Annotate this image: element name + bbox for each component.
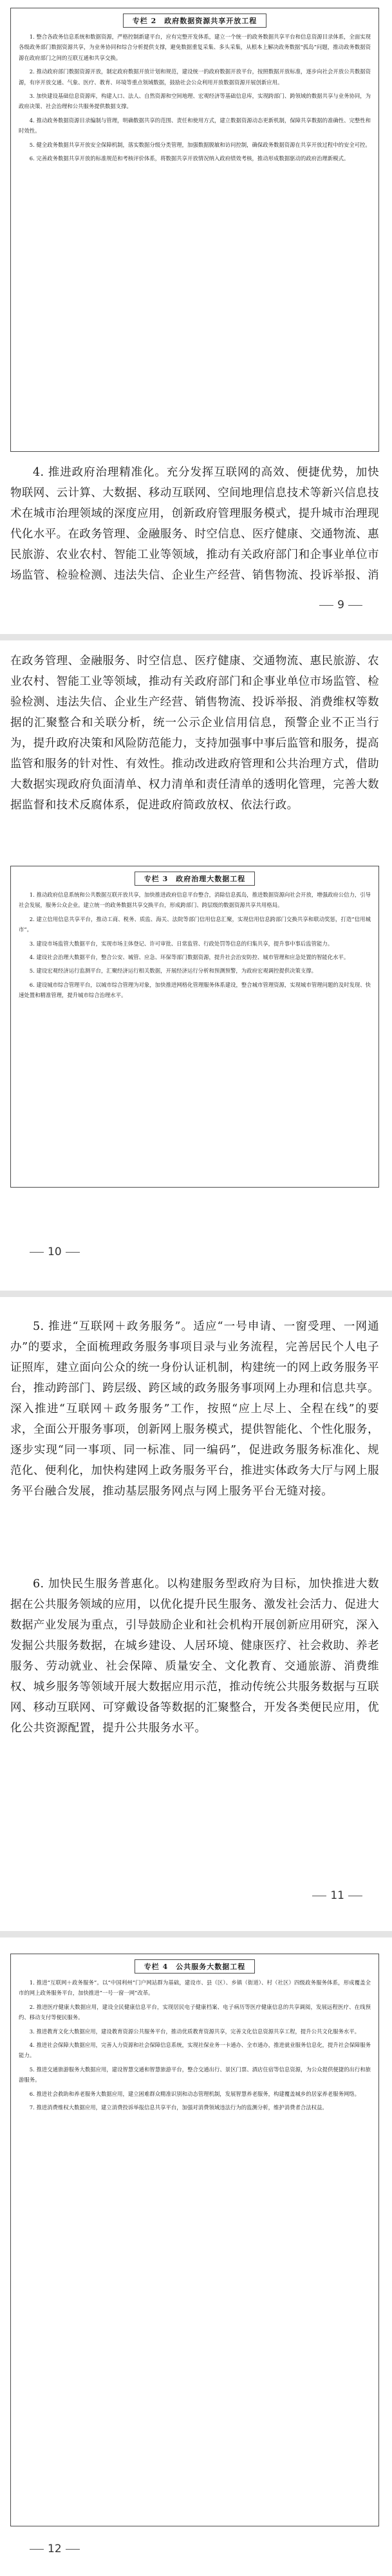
page-number: 11: [308, 1889, 366, 1902]
column-item: 4. 建设社会治理大数据平台，整合公安、城管、应急、环保等部门数据资源，提升社会治安防控、城市管理和应急处置的智能化水平。: [29, 954, 350, 961]
column-item: 6. 推进社会救助和养老服务大数据应用，建立困难群众精准识别和动态管理机制，发展智慧养老服务，构建覆盖城乡的居家养老服务网络。: [29, 2090, 360, 2097]
page-separator: [0, 1931, 392, 1937]
column-item: 7. 推进消费维权大数据应用，建立消费投诉举报信息共享平台，加强对消费领域违法行为的监测分析，维护消费者合法权益。: [29, 2104, 328, 2111]
column-box-items: [19, 1977, 371, 2113]
column-item: 2. 推动政府部门数据资源开放，制定政府数据开放计划和规范，建设统一的政府数据开放平台，按照数据开放标准，逐步向社会开放公共数据资源，有序开放交通、气象、医疗、教育、环境等重点领域数据，鼓励社会公众利用开放数据资源开展创新应用。: [19, 68, 371, 86]
column-item: 5. 健全政务数据共享开放安全保障机制，落实数据分级分类管理，加强数据脱敏和访问控制，确保政务数据资源在共享开放过程中的安全可控。: [29, 141, 371, 148]
body-text: [10, 651, 379, 855]
column-item: 1. 推动政府信息系统和公共数据互联开放共享，加快推进政府信息平台整合，消除信息孤岛，推进数据资源向社会开放，增强政府公信力，引导社会发展，服务公众企业。建立统一的政务数据共享交换平台，形成跨部门、跨层级的数据资源共享共用格局。: [19, 891, 371, 909]
column-item: 3. 加快建设基础信息资源库，构建人口、法人、自然资源和空间地理、宏观经济等基础信息库，实现跨部门、跨领域的数据共享与业务协同，为政府决策、社会治理和公共服务提供数据支撑。: [19, 93, 371, 110]
column-item: 5. 建设宏观经济运行监测平台，汇聚经济运行相关数据，开展经济运行分析和预测预警，为政府宏观调控提供决策支撑。: [29, 967, 317, 975]
column-item: 1. 推进“互联网＋政务服务”。以“中国利州”门户网站群为基础，建设市、县（区）、乡镇（街道）、村（社区）四级政务服务体系，形成覆盖全市的网上政务服务平台，加快推进“一号一窗一网”改革。: [19, 1979, 371, 1997]
column-box-title: 专栏 3 政府治理大数据工程: [135, 872, 255, 886]
column-box-items: [19, 890, 371, 1001]
column-box-items: [19, 32, 371, 163]
column-box-title: 专栏 2 政府数据资源共享开放工程: [123, 14, 266, 28]
column-item: 6. 完善政务数据共享开放的标准规范和考核评价体系，将数据共享开放情况纳入政府绩效考核，推动形成数据驱动的政府治理新模式。: [29, 155, 350, 162]
document-page-9: [0, 0, 392, 634]
page-separator: [0, 1291, 392, 1297]
column-item: 2. 推进医疗健康大数据应用，建设全民健康信息平台，实现居民电子健康档案、电子病历等医疗健康信息的共享调阅，发展远程医疗、在线预约、移动支付等便民服务。: [19, 2003, 371, 2021]
column-item: 1. 整合各政务信息系统和数据资源，严格控制新建平台，应有完整开发体系，建立一个统一的政务数据共享平台和信息资源目录体系，全面实现各级政务部门数据资源共享，为业务协同和综合分析提供支撑，避免数据重复采集、多头采集，从根本上解决政务数据“孤岛”问题，推动政务数据资源在政府部门之间的互联互通和共享交换。: [19, 33, 371, 61]
column-item: 5. 推进交通旅游服务大数据应用，建设智慧交通和智慧旅游平台，整合交通出行、景区门票、酒店住宿等信息资源，为公众提供便捷的出行和旅游服务。: [19, 2066, 371, 2084]
column-item: 4. 推动政务数据资源目录编制与管理，明确数据共享的范围、责任和使用方式，建立数据资源动态更新机制，保障共享数据的准确性、完整性和时效性。: [19, 117, 371, 135]
column-item: 3. 推进教育文化大数据应用，建设教育资源公共服务平台，推动优质教育资源共享，完善文化信息资源共享工程，提升公共文化服务水平。: [29, 2028, 360, 2035]
document-page-12: [0, 1937, 392, 2576]
column-item: 6. 建设城市综合管理平台，以城市综合管理为对象，加快推进网格化管理服务体系建设，整合城市管理资源，实现城市管理问题的及时发现、快速处置和精准管理，提升城市综合治理水平。: [19, 981, 371, 999]
page-number: 12: [26, 2543, 84, 2555]
body-text: [10, 1316, 379, 1574]
column-box-gov-governance: [10, 866, 379, 1188]
paragraph-4-continued: 在政务管理、金融服务、时空信息、医疗健康、交通物流、惠民旅游、农业农村、智能工业等领域，推动有关政府部门和企事业单位市场监管、检验检测、违法失信、企业生产经营、销售物流、投诉举报、消费维权等数据的汇聚整合和关联分析，统一公示企业信用信息，预警企业不正当行为，提升政府决策和风险防范能力，支持加强事中事后监管和服务，提高监管和服务的针对性、有效性。推动改进政府管理和公共治理方式，借助大数据实现政府负面清单、权力清单和责任清单的透明化管理，完善大数据监督和技术反腐体系，促进政府简政放权、依法行政。: [10, 655, 379, 812]
column-box-gov-data-sharing: [10, 8, 379, 452]
column-item: 2. 建立信用信息共享平台，推动工商、税务、质监、海关、法院等部门信用信息汇聚，实现信用信息跨部门交换共享和联动奖惩，打造“信用城市”。: [19, 915, 371, 933]
page-number: 10: [26, 1246, 84, 1258]
column-box-public-services: [10, 1954, 379, 2526]
paragraph-6: 6. 加快民生服务普惠化。以构建服务型政府为目标，加快推进大数据在公共服务领域的应用，以优化提升民生服务、激发社会活力、促进大数据产业发展为重点，引导鼓励企业和社会机构开展创新应用研究，深入发掘公共服务数据，在城乡建设、人居环境、健康医疗、社会救助、养老服务、劳动就业、社会保障、质量安全、文化教育、交通旅游、消费维权、城乡服务等领域开展大数据应用示范，推动传统公共服务数据与互联网、移动互联网、可穿戴设备等数据的汇聚整合，开发各类便民应用，优化公共资源配置，提升公共服务水平。: [10, 1578, 379, 1735]
page-number: 9: [315, 599, 366, 611]
column-box-title: 专栏 4 公共服务大数据工程: [135, 1959, 255, 1974]
column-item: 4. 推进社会保障大数据应用，完善人力资源和社会保障信息系统，实现社保业务一卡通办、全市通办，推进就业服务信息化，提升社会保障服务能力。: [19, 2042, 371, 2059]
page-separator: [0, 634, 392, 640]
body-text: [10, 1574, 379, 1812]
document-page-10: [0, 640, 392, 1291]
document-page-11: [0, 1297, 392, 1931]
paragraph-4: 4. 推进政府治理精准化。充分发挥互联网的高效、便捷优势，加快物联网、云计算、大数据、移动互联网、空间地理信息技术等新兴信息技术在城市治理领域的深度应用，创新政府管理服务模式，提升城市治理现代化水平。在政务管理、金融服务、时空信息、医疗健康、交通物流、惠民旅游、农业农村、智能工业等领域，推动有关政府部门和企事业单位市场监管、检验检测、违法失信、企业生产经营、销售物流、投诉举报、消: [10, 466, 379, 582]
body-text: [10, 462, 379, 586]
column-item: 3. 建设市场监管大数据平台，实现市场主体登记、许可审批、日常监管、行政处罚等信息的归集共享，提升事中事后监管能力。: [29, 940, 333, 947]
paragraph-5: 5. 推进“互联网＋政务服务”。适应“一号申请、一窗受理、一网通办”的要求，全面梳理政务服务事项目录与业务流程，完善居民个人电子证照库，建立面向公众的统一身份认证机制，构建统一的网上政务服务平台，推动跨部门、跨层级、跨区域的政务服务事项网上办理和信息共享。深入推进“互联网＋政务服务”工作，按照“应上尽上、全程在线”的要求，全面公开服务事项，创新网上服务模式，提供智能化、个性化服务，逐步实现“同一事项、同一标准、同一编码”，促进政务服务标准化、规范化、便利化，加快构建网上政务服务平台，推进实体政务大厅与网上服务平台融合发展，推动基层服务网点与网上服务平台无缝对接。: [10, 1320, 379, 1498]
